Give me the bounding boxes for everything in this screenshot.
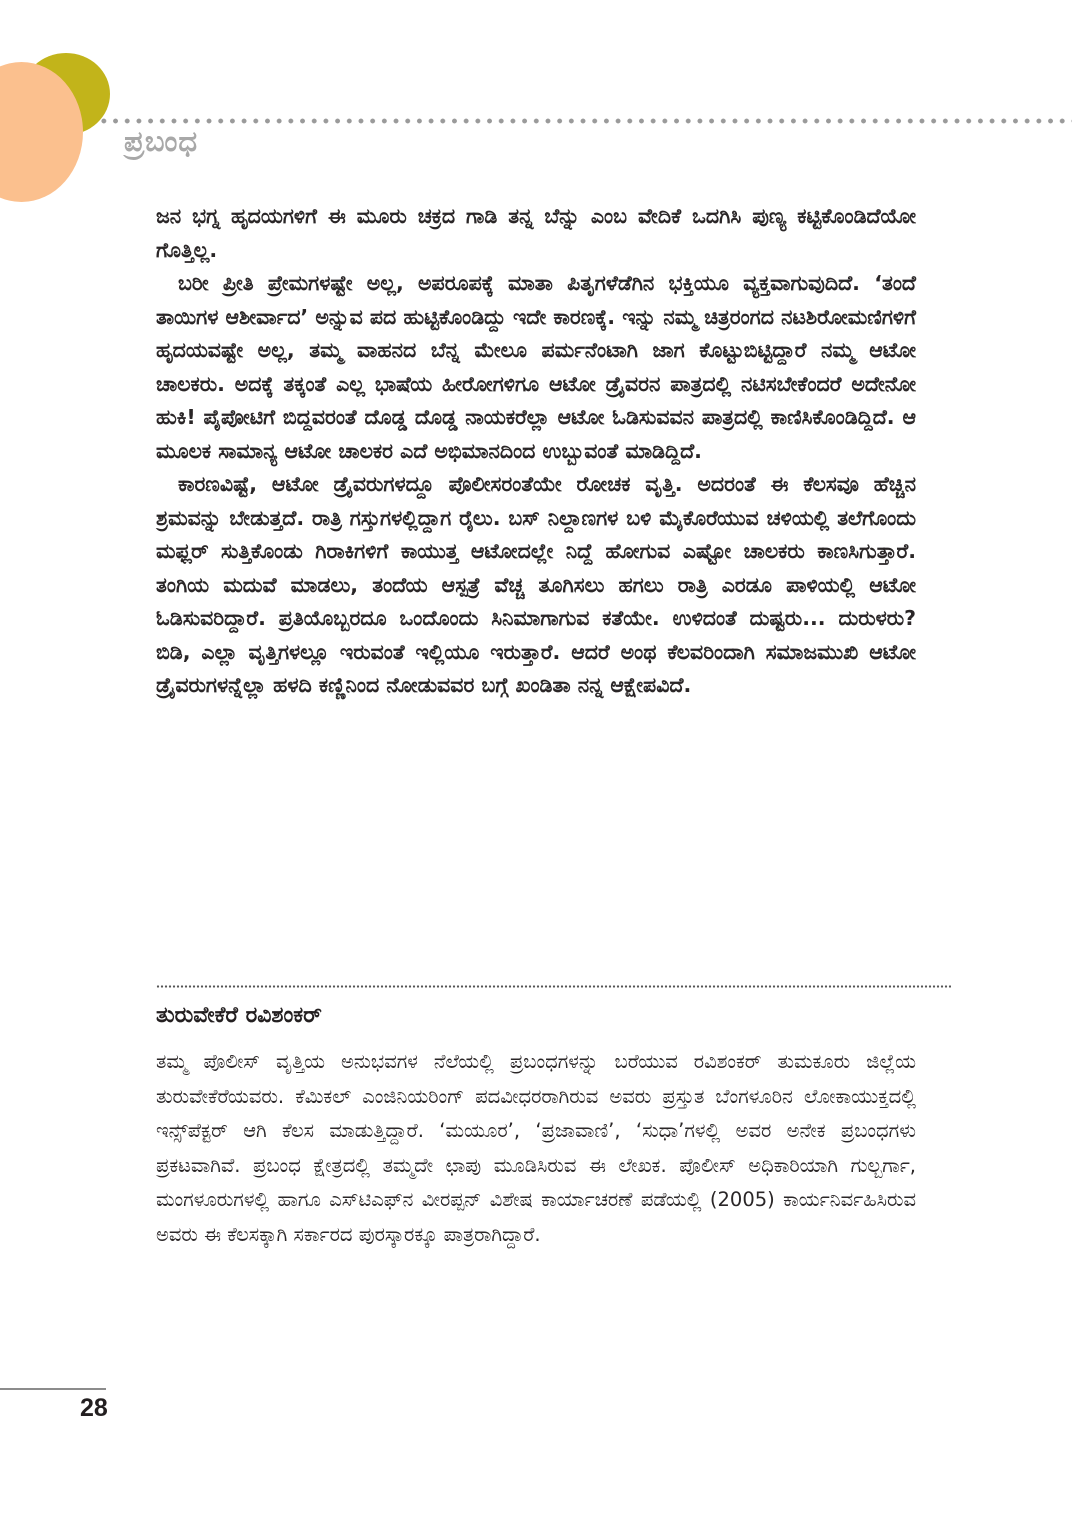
- footer-rule: [0, 1388, 106, 1390]
- author-bio: [156, 1045, 916, 1252]
- author-bio-text: ತಮ್ಮ ಪೊಲೀಸ್ ವೃತ್ತಿಯ ಅನುಭವಗಳ ನೆಲೆಯಲ್ಲಿ ಪ್ರಬಂಧಗಳನ್ನು ಬರೆಯುವ ರವಿಶಂಕರ್ ತುಮಕೂರು ಜಿಲ್ಲೆಯ ತುರುವೇಕೆರೆಯವರು. ಕೆಮಿಕಲ್ ಎಂಜಿನಿಯರಿಂಗ್ ಪದವೀಧರರಾಗಿರುವ ಅವರು ಪ್ರಸ್ತುತ ಬೆಂಗಳೂರಿನ ಲೋಕಾಯುಕ್ತದಲ್ಲಿ ಇನ್ಸ್‌ಪೆಕ್ಟರ್ ಆಗಿ ಕೆಲಸ ಮಾಡುತ್ತಿದ್ದಾರೆ. ‘ಮಯೂರ’, ‘ಪ್ರಜಾವಾಣಿ’, ‘ಸುಧಾ’ಗಳಲ್ಲಿ ಅವರ ಅನೇಕ ಪ್ರಬಂಧಗಳು ಪ್ರಕಟವಾಗಿವೆ. ಪ್ರಬಂಧ ಕ್ಷೇತ್ರದಲ್ಲಿ ತಮ್ಮದೇ ಛಾಪು ಮೂಡಿಸಿರುವ ಈ ಲೇಖಕ. ಪೊಲೀಸ್ ಅಧಿಕಾರಿಯಾಗಿ ಗುಲ್ಬರ್ಗಾ, ಮಂಗಳೂರುಗಳಲ್ಲಿ ಹಾಗೂ ಎಸ್‌ಟಿಎಫ್‌ನ ವೀರಪ್ಪನ್ ವಿಶೇಷ ಕಾರ್ಯಾಚರಣೆ ಪಡೆಯಲ್ಲಿ (2005) ಕಾರ್ಯನಿರ್ವಹಿಸಿರುವ ಅವರು ಈ ಕೆಲಸಕ್ಕಾಗಿ ಸರ್ಕಾರದ ಪುರಸ್ಕಾರಕ್ಕೂ ಪಾತ್ರರಾಗಿದ್ದಾರೆ.: [156, 1050, 916, 1246]
- essay-paragraph: ಕಾರಣವಿಷ್ಟೆ, ಆಟೋ ಡ್ರೈವರುಗಳದ್ದೂ ಪೊಲೀಸರಂತೆಯೇ ರೋಚಕ ವೃತ್ತಿ. ಅದರಂತೆ ಈ ಕೆಲಸವೂ ಹೆಚ್ಚಿನ ಶ್ರಮವನ್ನು ಬೇಡುತ್ತದೆ. ರಾತ್ರಿ ಗಸ್ತುಗಳಲ್ಲಿದ್ದಾಗ ರೈಲು. ಬಸ್ ನಿಲ್ದಾಣಗಳ ಬಳಿ ಮೈಕೊರೆಯುವ ಚಳಿಯಲ್ಲಿ ತಲೆಗೊಂದು ಮಫ್ಲರ್ ಸುತ್ತಿಕೊಂಡು ಗಿರಾಕಿಗಳಿಗೆ ಕಾಯುತ್ತ ಆಟೋದಲ್ಲೇ ನಿದ್ದೆ ಹೋಗುವ ಎಷ್ಟೋ ಚಾಲಕರು ಕಾಣಸಿಗುತ್ತಾರೆ. ತಂಗಿಯ ಮದುವೆ ಮಾಡಲು, ತಂದೆಯ ಆಸ್ಪತ್ರೆ ವೆಚ್ಚ ತೂಗಿಸಲು ಹಗಲು ರಾತ್ರಿ ಎರಡೂ ಪಾಳಿಯಲ್ಲಿ ಆಟೋ ಓಡಿಸುವರಿದ್ದಾರೆ. ಪ್ರತಿಯೊಬ್ಬರದೂ ಒಂದೊಂದು ಸಿನಿಮಾಗಾಗುವ ಕತೆಯೇ. ಉಳಿದಂತೆ ದುಷ್ಟರು... ದುರುಳರು? ಬಿಡಿ, ಎಲ್ಲಾ ವೃತ್ತಿಗಳಲ್ಲೂ ಇರುವಂತೆ ಇಲ್ಲಿಯೂ ಇರುತ್ತಾರೆ. ಆದರೆ ಅಂಥ ಕೆಲವರಿಂದಾಗಿ ಸಮಾಜಮುಖಿ ಆಟೋ ಡ್ರೈವರುಗಳನ್ನೆಲ್ಲಾ ಹಳದಿ ಕಣ್ಣಿನಿಂದ ನೋಡುವವರ ಬಗ್ಗೆ ಖಂಡಿತಾ ನನ್ನ ಆಕ್ಷೇಪವಿದೆ.: [156, 472, 916, 697]
- author-name: ತುರುವೇಕೆರೆ ರವಿಶಂಕರ್: [156, 1003, 322, 1028]
- bio-dotted-divider: [156, 985, 951, 988]
- header-dotted-rule: [98, 118, 1072, 124]
- essay-body: [156, 200, 916, 703]
- essay-paragraph: ಬರೀ ಪ್ರೀತಿ ಪ್ರೇಮಗಳಷ್ಟೇ ಅಲ್ಲ, ಅಪರೂಪಕ್ಕೆ ಮಾತಾ ಪಿತೃಗಳೆಡೆಗಿನ ಭಕ್ತಿಯೂ ವ್ಯಕ್ತವಾಗುವುದಿದೆ. ‘ತಂದೆ ತಾಯಿಗಳ ಆಶೀರ್ವಾದ’ ಅನ್ನುವ ಪದ ಹುಟ್ಟಿಕೊಂಡಿದ್ದು ಇದೇ ಕಾರಣಕ್ಕೆ. ಇನ್ನು ನಮ್ಮ ಚಿತ್ರರಂಗದ ನಟಶಿರೋಮಣಿಗಳಿಗೆ ಹೃದಯವಷ್ಟೇ ಅಲ್ಲ, ತಮ್ಮ ವಾಹನದ ಬೆನ್ನ ಮೇಲೂ ಪರ್ಮನೆಂಟಾಗಿ ಜಾಗ ಕೊಟ್ಟುಬಿಟ್ಟಿದ್ದಾರೆ ನಮ್ಮ ಆಟೋ ಚಾಲಕರು. ಅದಕ್ಕೆ ತಕ್ಕಂತೆ ಎಲ್ಲ ಭಾಷೆಯ ಹೀರೋಗಳಿಗೂ ಆಟೋ ಡ್ರೈವರನ ಪಾತ್ರದಲ್ಲಿ ನಟಿಸಬೇಕೆಂದರೆ ಅದೇನೋ ಹುಕಿ! ಪೈಪೋಟಿಗೆ ಬಿದ್ದವರಂತೆ ದೊಡ್ಡ ದೊಡ್ಡ ನಾಯಕರೆಲ್ಲಾ ಆಟೋ ಓಡಿಸುವವನ ಪಾತ್ರದಲ್ಲಿ ಕಾಣಿಸಿಕೊಂಡಿದ್ದಿದೆ. ಆ ಮೂಲಕ ಸಾಮಾನ್ಯ ಆಟೋ ಚಾಲಕರ ಎದೆ ಅಭಿಮಾನದಿಂದ ಉಬ್ಬುವಂತೆ ಮಾಡಿದ್ದಿದೆ.: [156, 271, 916, 463]
- section-title: ಪ್ರಬಂಧ: [124, 124, 199, 158]
- essay-paragraph: ಜನ ಭಗ್ನ ಹೃದಯಗಳಿಗೆ ಈ ಮೂರು ಚಕ್ರದ ಗಾಡಿ ತನ್ನ ಬೆನ್ನು ಎಂಬ ವೇದಿಕೆ ಒದಗಿಸಿ ಪುಣ್ಯ ಕಟ್ಟಿಕೊಂಡಿದೆಯೋ ಗೊತ್ತಿಲ್ಲ.: [156, 204, 916, 262]
- page-number: 28: [80, 1394, 108, 1422]
